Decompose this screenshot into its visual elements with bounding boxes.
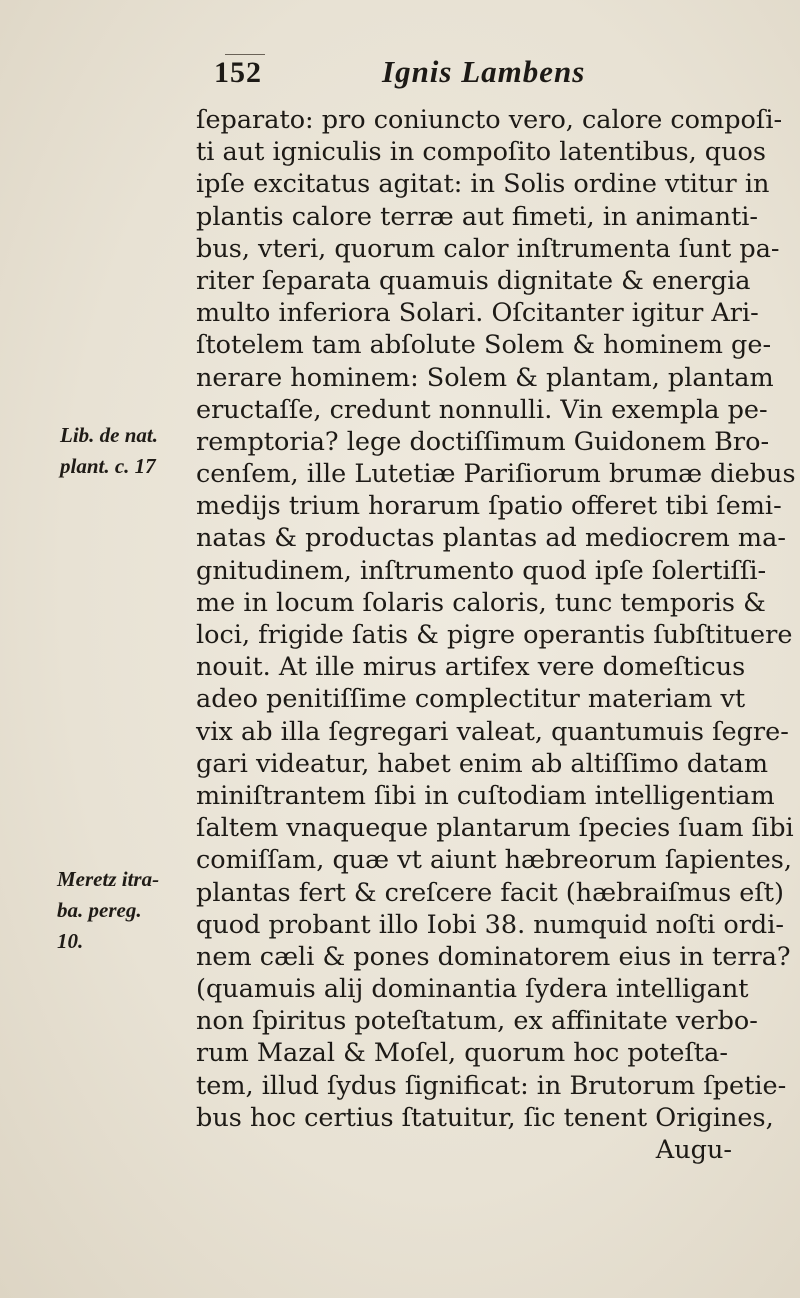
body-line: ipſe excitatus agitat: in Solis ordine vtitur in bbox=[196, 169, 770, 200]
body-line: gari videatur, habet enim ab altiſſimo datam bbox=[196, 748, 768, 779]
body-line: rum Mazal & Moſel, quorum hoc poteſta- bbox=[196, 1038, 728, 1069]
body-line: plantas fert & creſcere facit (hæbraiſmus eſt) bbox=[196, 877, 784, 908]
body-text bbox=[196, 104, 796, 1166]
margin-note-1 bbox=[60, 420, 158, 482]
page-number: 152 bbox=[214, 56, 262, 89]
body-line: remptoria? lege doctiſſimum Guidonem Bro- bbox=[196, 426, 770, 457]
body-line: (quamuis alij dominantia ſydera intelligant bbox=[196, 974, 749, 1005]
body-line: gnitudinem, inſtrumento quod ipſe ſolertiſſi- bbox=[196, 555, 767, 586]
body-line: nem cæli & pones dominatorem eius in terra? bbox=[196, 941, 791, 972]
body-line: medijs trium horarum ſpatio offeret tibi ſemi- bbox=[196, 491, 782, 522]
body-line: non ſpiritus poteſtatum, ex affinitate verbo- bbox=[196, 1006, 758, 1037]
body-line: quod probant illo Iobi 38. numquid noſti ordi- bbox=[196, 909, 785, 940]
body-line: ſtotelem tam abſolute Solem & hominem ge- bbox=[196, 330, 772, 361]
margin-note-line: Meretz itra- bbox=[57, 867, 160, 891]
body-line: tem, illud ſydus ſignificat: in Brutorum ſpetie- bbox=[196, 1070, 787, 1101]
page-header bbox=[0, 52, 800, 92]
body-line: cenſem, ille Lutetiæ Pariſiorum brumæ diebus bbox=[196, 459, 796, 490]
margin-note-line: 10. bbox=[57, 929, 84, 953]
body-line: nerare hominem: Solem & plantam, plantam bbox=[196, 362, 774, 393]
body-line: ti aut igniculis in compoſito latentibus, quos bbox=[196, 137, 766, 168]
catchword: Augu- bbox=[655, 1135, 732, 1165]
body-line: me in locum ſolaris caloris, tunc temporis & bbox=[196, 587, 766, 618]
body-line: ſaltem vnaqueque plantarum ſpecies ſuam ſibi bbox=[196, 813, 794, 844]
body-line: loci, frigide ſatis & pigre operantis ſubſtituere bbox=[196, 620, 793, 650]
body-line: vix ab illa ſegregari valeat, quantumuis ſegre- bbox=[196, 716, 789, 747]
margin-note-line: plant. c. 17 bbox=[60, 454, 156, 478]
margin-note-2 bbox=[57, 864, 159, 957]
margin-note-line: ba. pereg. bbox=[57, 898, 142, 922]
body-line: adeo penitiſſime complectitur materiam vt bbox=[196, 684, 746, 715]
body-line: ſeparato: pro coniunctο vero, calore compoſi- bbox=[196, 105, 783, 135]
body-line: comiſſam, quæ vt aiunt hæbreorum ſapientes, bbox=[196, 845, 792, 876]
margin-note-line: Lib. de nat. bbox=[60, 423, 158, 447]
body-line: natas & productas plantas ad mediocrem ma- bbox=[196, 523, 786, 554]
body-line: plantis calore terræ aut fimeti, in animanti- bbox=[196, 201, 759, 232]
body-line: riter ſeparata quamuis dignitate & energia bbox=[196, 265, 751, 296]
body-line: multo inferiora Solari. Oſcitanter igitur Ari- bbox=[196, 298, 759, 329]
body-line: bus hoc certius ſtatuitur, ſic tenent Origines, bbox=[196, 1102, 774, 1133]
body-line: nouit. At ille mirus artifex vere domeſticus bbox=[196, 652, 746, 683]
body-line: bus, vteri, quorum calor inſtrumenta ſunt pa- bbox=[196, 233, 780, 264]
running-head: Ignis Lambens bbox=[382, 54, 586, 89]
body-line: eructaſſe, credunt nonnulli. Vin exempla pe- bbox=[196, 394, 768, 425]
body-line: miniſtrantem ſibi in cuſtodiam intelligentiam bbox=[196, 780, 775, 811]
